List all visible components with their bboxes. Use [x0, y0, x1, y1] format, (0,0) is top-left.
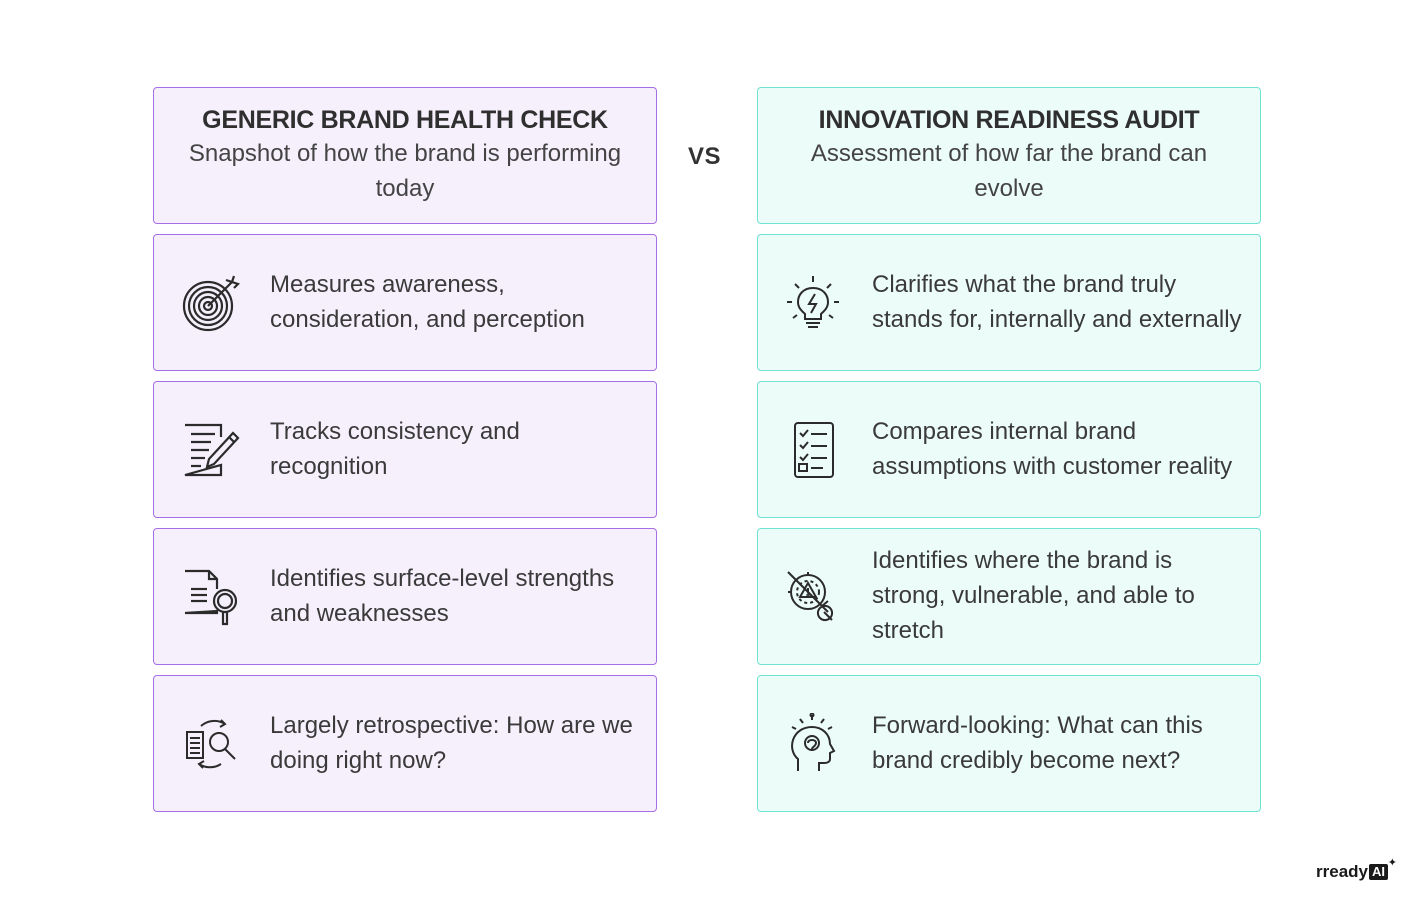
- right-item-card: [757, 381, 1261, 518]
- right-item-card: [757, 528, 1261, 665]
- right-title: INNOVATION READINESS AUDIT: [818, 106, 1200, 135]
- right-item-text: Identifies where the brand is strong, vulnerable, and able to stretch: [872, 547, 1195, 644]
- document-pen-icon: [180, 419, 242, 481]
- left-item-card: [153, 381, 657, 518]
- logo-ai-badge: AI ✦: [1369, 864, 1388, 880]
- review-search-icon: [180, 713, 242, 775]
- left-item-text: Measures awareness, consideration, and perception: [270, 270, 585, 333]
- right-subtitle: Assessment of how far the brand can evolve: [810, 139, 1208, 202]
- lightbulb-icon: [784, 272, 842, 334]
- left-item-card: [153, 234, 657, 371]
- left-title: GENERIC BRAND HEALTH CHECK: [202, 106, 608, 135]
- left-subtitle: Snapshot of how the brand is performing today: [188, 139, 622, 202]
- head-idea-icon: [784, 713, 842, 775]
- sparkle-icon: ✦: [1387, 857, 1397, 869]
- document-magnifier-icon: [180, 566, 242, 628]
- left-header-card: [153, 87, 657, 224]
- generic-brand-health-check-column: [153, 87, 657, 822]
- left-item-card: [153, 528, 657, 665]
- right-header-card: [757, 87, 1261, 224]
- logo-wordmark: rready: [1316, 862, 1368, 881]
- vs-label: VS: [688, 143, 722, 170]
- left-item-text: Identifies surface-level strengths and weaknesses: [270, 564, 615, 627]
- target-icon: [180, 272, 242, 334]
- checklist-icon: [784, 419, 842, 481]
- right-item-text: Clarifies what the brand truly stands for, internally and externally: [872, 270, 1242, 333]
- rready-ai-logo: [1316, 857, 1397, 882]
- left-item-text: Largely retrospective: How are we doing right now?: [270, 711, 633, 774]
- left-item-text: Tracks consistency and recognition: [270, 417, 520, 480]
- right-item-card: [757, 675, 1261, 812]
- risk-analysis-icon: [784, 566, 842, 628]
- innovation-readiness-audit-column: [757, 87, 1261, 822]
- right-item-text: Compares internal brand assumptions with customer reality: [872, 417, 1233, 480]
- right-item-card: [757, 234, 1261, 371]
- left-item-card: [153, 675, 657, 812]
- right-item-text: Forward-looking: What can this brand credibly become next?: [872, 711, 1203, 774]
